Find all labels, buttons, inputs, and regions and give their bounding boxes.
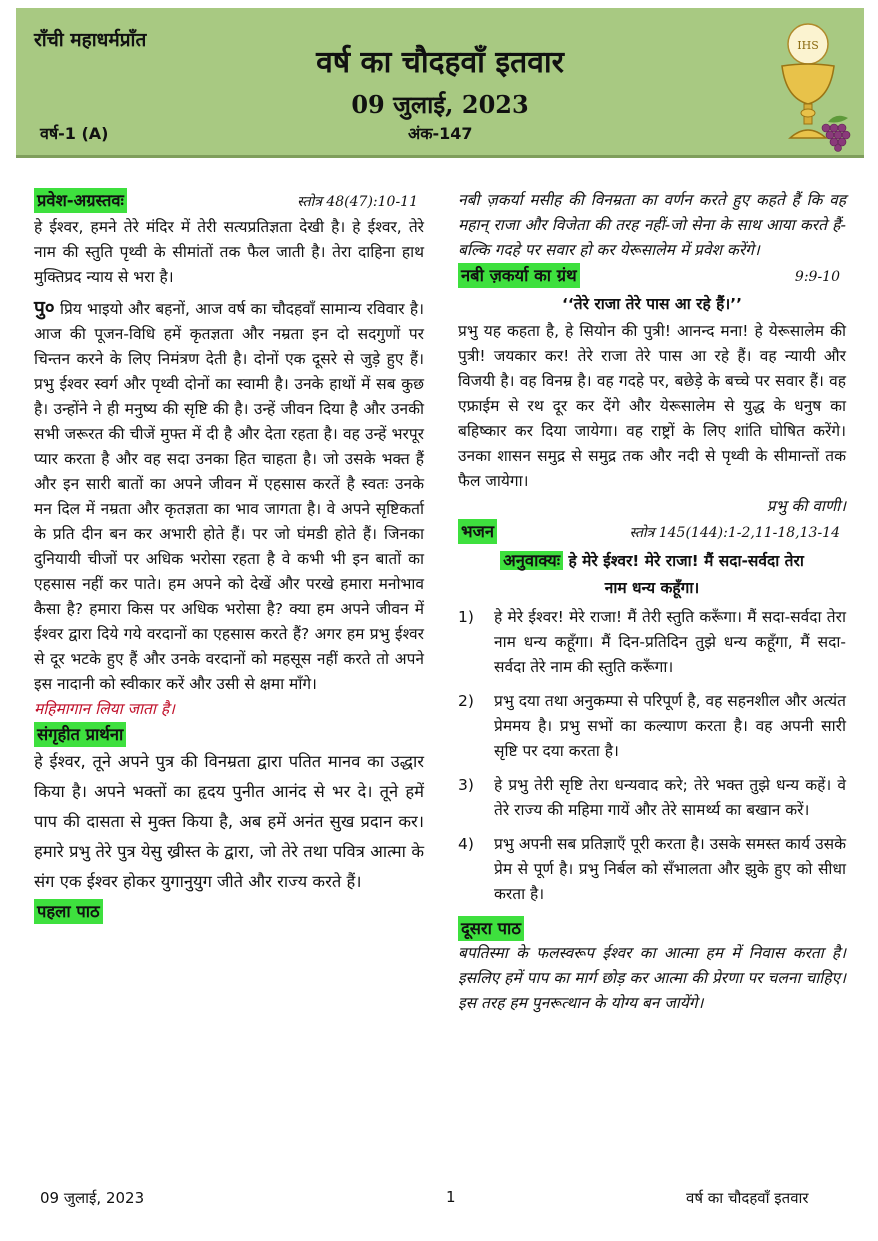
right-column xyxy=(458,188,846,1016)
verse-text: प्रभु दया तथा अनुकम्पा से परिपूर्ण है, वह सहनशील और अत्यंत प्रेममय है। प्रभु सभों का कल्याण करता है। वह अपनी सारी सृष्टि पर दया करता है। xyxy=(494,692,846,760)
first-reading-row xyxy=(34,899,424,924)
verse-text: हे मेरे ईश्वर! मेरे राजा! मैं तेरी स्तुति करूँगा। मैं सदा-सर्वदा तेरा नाम धन्य कहूँगा। मैं दिन-प्रतिदिन तुझे धन्य कहूँगा, मैं सदा-सर्वदा तेरे नाम की स्तुति करूँगा। xyxy=(494,608,846,676)
psalm-verses xyxy=(458,605,846,907)
verse-number: 2) xyxy=(458,692,474,710)
list-item xyxy=(458,689,846,764)
header-banner xyxy=(16,8,864,158)
issue-number: अंक-147 xyxy=(408,124,473,143)
page-title: वर्ष का चौदहवाँ इतवार xyxy=(316,45,564,80)
list-item xyxy=(458,832,846,907)
verse-number: 4) xyxy=(458,835,474,853)
verse-number: 3) xyxy=(458,776,474,794)
verse-text: प्रभु अपनी सब प्रतिज्ञाएँ पूरी करता है। उसके समस्त कार्य उसके प्रेम से पूर्ण है। प्रभु निर्बल को सँभालता और झुके हुए को सीधा करता है। xyxy=(494,835,846,903)
diocese-name: राँची महाधर्मप्राँत xyxy=(34,29,147,51)
verse-number: 1) xyxy=(458,608,474,626)
response-text: हे मेरे ईश्वर! मेरे राजा! मैं सदा-सर्वदा तेरा xyxy=(568,552,804,570)
entrance-ref: स्तोत्र 48(47):10-11 xyxy=(297,194,418,210)
zechariah-text: प्रभु यह कहता है, हे सियोन की पुत्री! आनन्द मना! हे येरूसालेम की पुत्री! जयकार कर! तेरे राजा तेरे पास आ रहे हैं। वह न्यायी और विजयी है। वह विनम्र है। वह गदहे पर, बछेड़े के बच्चे पर सवार हैं। वह एफ्राईम से रथ दूर कर देंगे और येरूसालेम से युद्ध के धनुष का बहिष्कार कर दिया जायेगा। वह राष्ट्रों के लिए शांति घोषित करेंगे। उनका शासन समुद्र से समुद्र तक और नदी से पृथ्वी के सीमान्तों तक फैल जायेगा। xyxy=(458,322,846,490)
liturgical-year: वर्ष-1 (A) xyxy=(40,124,109,143)
zechariah-ref: 9:9-10 xyxy=(794,269,840,285)
psalm-heading-row xyxy=(458,519,846,546)
zechariah-subtitle: ‘‘तेरे राजा तेरे पास आ रहे हैं।’’ xyxy=(562,295,742,313)
psalm-response-line2: नाम धन्य कहूँगा। xyxy=(604,579,700,597)
second-reading-row xyxy=(458,916,846,941)
response-label: अनुवाक्यः xyxy=(500,551,563,570)
collect-text: हे ईश्वर, तूने अपने पुत्र की विनम्रता द्वारा पतित मानव का उद्धार किया है। अपने भक्तों का हृदय पुनीत आनंद से भर दे। तूने हमें पाप की दासता से मुक्त किया है, अब हमें अनंत सुख प्रदान कर। हमारे प्रभु तेरे पुत्र येसु ख्रीस्त के द्वारा, जो तेरे तथा पवित्र आत्मा के संग एक ईश्वर होकर युगानुयुग जीते और राज्य करते हैं। xyxy=(34,752,424,891)
intro-paragraph xyxy=(34,296,424,697)
zechariah-heading-row xyxy=(458,263,846,290)
left-column xyxy=(34,188,424,924)
host-monogram: IHS xyxy=(797,39,819,52)
first-reading-heading: पहला पाठ xyxy=(34,899,103,924)
footer-title: वर्ष का चौदहवाँ इतवार xyxy=(686,1189,809,1207)
zechariah-heading: नबी ज़कर्या का ग्रंथ xyxy=(458,263,580,288)
footer-date: 09 जुलाई, 2023 xyxy=(40,1189,145,1207)
gloria-note: महिमागान लिया जाता है। xyxy=(34,700,175,718)
zechariah-intro: नबी ज़कर्या मसीह की विनम्रता का वर्णन करते हुए कहते हैं कि वह महान् राजा और विजेता की तरह नहीं-जो सेना के साथ आया करते हैं-बल्कि गदहे पर सवार हो कर येरूसालेम में प्रवेश करेंगे। xyxy=(458,191,846,259)
priest-marker: पु० xyxy=(34,297,55,319)
list-item xyxy=(458,773,846,823)
list-item xyxy=(458,605,846,680)
entrance-heading: प्रवेश-अग्रस्तवः xyxy=(34,188,127,213)
page-number: 1 xyxy=(446,1188,456,1206)
chalice-grapes-icon xyxy=(768,16,854,152)
second-reading-intro: बपतिस्मा के फलस्वरूप ईश्वर का आत्मा हम में निवास करता है। इसलिए हमें पाप का मार्ग छोड़ कर आत्मा की प्रेरणा पर चलना चाहिए। इस तरह हम पुनरूत्थान के योग्य बन जायेंगे। xyxy=(458,944,846,1012)
entrance-text: हे ईश्वर, हमने तेरे मंदिर में तेरी सत्यप्रतिज्ञता देखी है। हे ईश्वर, तेरे नाम की स्तुति पृथ्वी के सीमांतों तक फैल जाती है। तेरा दाहिना हाथ मुक्तिप्रद न्याय से भरा है। xyxy=(34,218,424,286)
psalm-heading: भजन xyxy=(458,519,497,544)
verse-text: हे प्रभु तेरी सृष्टि तेरा धन्यवाद करे; तेरे भक्त तुझे धन्य कहें। वे तेरे राज्य की महिमा गायें और तेरे सामर्थ्य का बखान करें। xyxy=(494,776,846,819)
word-of-lord: प्रभु की वाणी। xyxy=(766,497,846,515)
psalm-response xyxy=(458,548,846,574)
psalm-ref: स्तोत्र 145(144):1-2,11-18,13-14 xyxy=(629,525,840,541)
entrance-heading-row xyxy=(34,188,424,215)
second-reading-heading: दूसरा पाठ xyxy=(458,916,524,941)
header-date: 09 जुलाई, 2023 xyxy=(351,90,529,119)
collect-heading-row xyxy=(34,722,424,747)
collect-heading: संगृहीत प्रार्थना xyxy=(34,722,126,747)
intro-text: प्रिय भाइयो और बहनों, आज वर्ष का चौदहवाँ सामान्य रविवार है। आज की पूजन-विधि हमें कृतज्ञता और नम्रता इन दो सदगुणों पर चिन्तन करने के लिए निमंत्रण देती है। दोनों एक दूसरे से जुड़े हुए हैं। प्रभु ईश्वर स्वर्ग और पृथ्वी दोनों का स्वामी है। उनके हाथों में सब कुछ है। उन्होंने ने ही मनुष्य की सृष्टि की है। उन्हें जीवन दिया है और उनकी सभी जरूरत की चीजें मुफ्त में दी है और देता रहता है। वह उन्हें भरपूर प्यार करता है और वह सदा उनका हित चाहता है। जो उसके भक्त हैं और इन सारी बातों का अपने जीवन में एहसास करतें है स्वतः उनके मन दिल में नम्रता और कृतज्ञता का भाव जागता है। वे अपने सृष्टिकर्ता के प्रति दीन बन कर अभारी होते हैं। पर जो घंमडी होते हैं। जिनका दुनियायी चीजों पर अधिक भरोसा रहता है वे कभी भी इन बातों का एहसास नहीं कर पाते। हम अपने को देखें और परखे हमारा मनोभाव कैसा है? हमारा किस पर अधिक भरोसा है? क्या हम अपने जीवन में ईश्वर द्वारा दिये गये वरदानों का एहसास करते हैं? अगर हम प्रभु ईश्वर से दूर भटके हुए हैं और उनके वरदानों को महसूस नहीं करते तो अपने इस नादानी को स्वीकार करें और उसी से क्षमा माँगे। xyxy=(34,300,424,693)
